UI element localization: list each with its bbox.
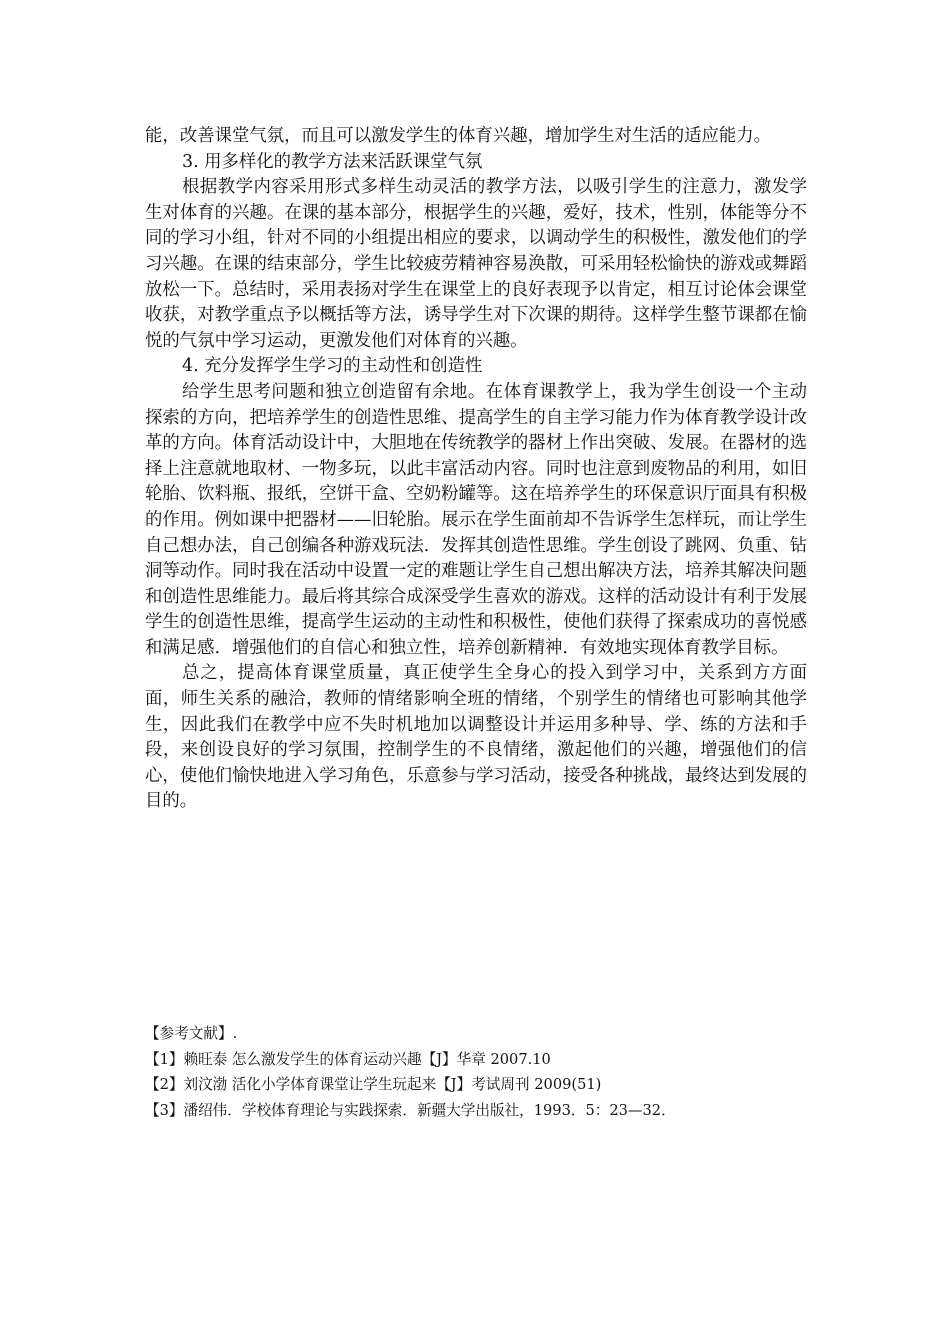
section-heading-4: 4. 充分发挥学生学习的主动性和创造性: [182, 356, 483, 377]
paragraph-section-3: 根据教学内容采用形式多样生动灵活的教学方法，以吸引学生的注意力，激发学生对体育的兴趣。在课的基本部分，根据学生的兴趣，爱好，技术，性别，体能等分不同的学习小组，针对不同的小组提出相应的要求，以调动学生的积极性，激发他们的学习兴趣。在课的结束部分，学生比较疲劳精神容易涣散，可采用轻松愉快的游戏或舞蹈放松一下。总结时，采用表扬对学生在课堂上的良好表现予以肯定，相互讨论体会课堂收获，对教学重点予以概括等方法，诱导学生对下次课的期待。这样学生整节课都在愉悦的气氛中学习运动，更激发他们对体育的兴趣。: [145, 177, 807, 351]
section-heading-3: 3. 用多样化的教学方法来活跃课堂气氛: [182, 151, 483, 172]
reference-item-2: 【2】刘汶渤 活化小学体育课堂让学生玩起来【J】考试周刊 2009(51): [145, 1076, 602, 1093]
paragraph-continuation: 能，改善课堂气氛，而且可以激发学生的体育兴趣，增加学生对生活的适应能力。: [145, 126, 772, 146]
paragraph-section-4: 给学生思考问题和独立创造留有余地。在体育课教学上，我为学生创设一个主动探索的方向，把培养学生的创造性思维、提高学生的自主学习能力作为体育教学设计改革的方向。体育活动设计中，大胆地在传统教学的器材上作出突破、发展。在器材的选择上注意就地取材、一物多玩，以此丰富活动内容。同时也注意到废物品的利用，如旧轮胎、饮料瓶、报纸，空饼干盒、空奶粉罐等。这在培养学生的环保意识厅面具有积极的作用。例如课中把器材——旧轮胎。展示在学生面前却不告诉学生怎样玩，而让学生自己想办法，自己创编各种游戏玩法．发挥其创造性思维。学生创设了跳网、负重、钻洞等动作。同时我在活动中设置一定的难题让学生自己想出解决方法，培养其解决问题和创造性思维能力。最后将其综合成深受学生喜欢的游戏。这样的活动设计有利于发展学生的创造性思维，提高学生运动的主动性和积极性，使他们获得了探索成功的喜悦感和满足感．增强他们的自信心和独立性，培养创新精神．有效地实现体育教学目标。: [145, 381, 807, 658]
reference-item-1: 【1】赖旺泰 怎么激发学生的体育运动兴趣【J】华章 2007.10: [145, 1050, 551, 1068]
references-title: 【参考文献】.: [145, 1025, 238, 1042]
reference-item-3: 【3】潘绍伟．学校体育理论与实践探索．新疆大学出版社，1993．5：23—32．: [145, 1101, 676, 1119]
article-body: [145, 124, 807, 815]
references-section: [145, 1021, 807, 1123]
paragraph-conclusion: 总之，提高体育课堂质量，真正使学生全身心的投入到学习中，关系到方方面面，师生关系的融洽，教师的情绪影响全班的情绪，个别学生的情绪也可影响其他学生，因此我们在教学中应不失时机地加以调整设计并运用多种导、学、练的方法和手段，来创设良好的学习氛围，控制学生的不良情绪，激起他们的兴趣，增强他们的信心，使他们愉快地进入学习角色，乐意参与学习活动，接受各种挑战，最终达到发展的目的。: [145, 663, 807, 812]
